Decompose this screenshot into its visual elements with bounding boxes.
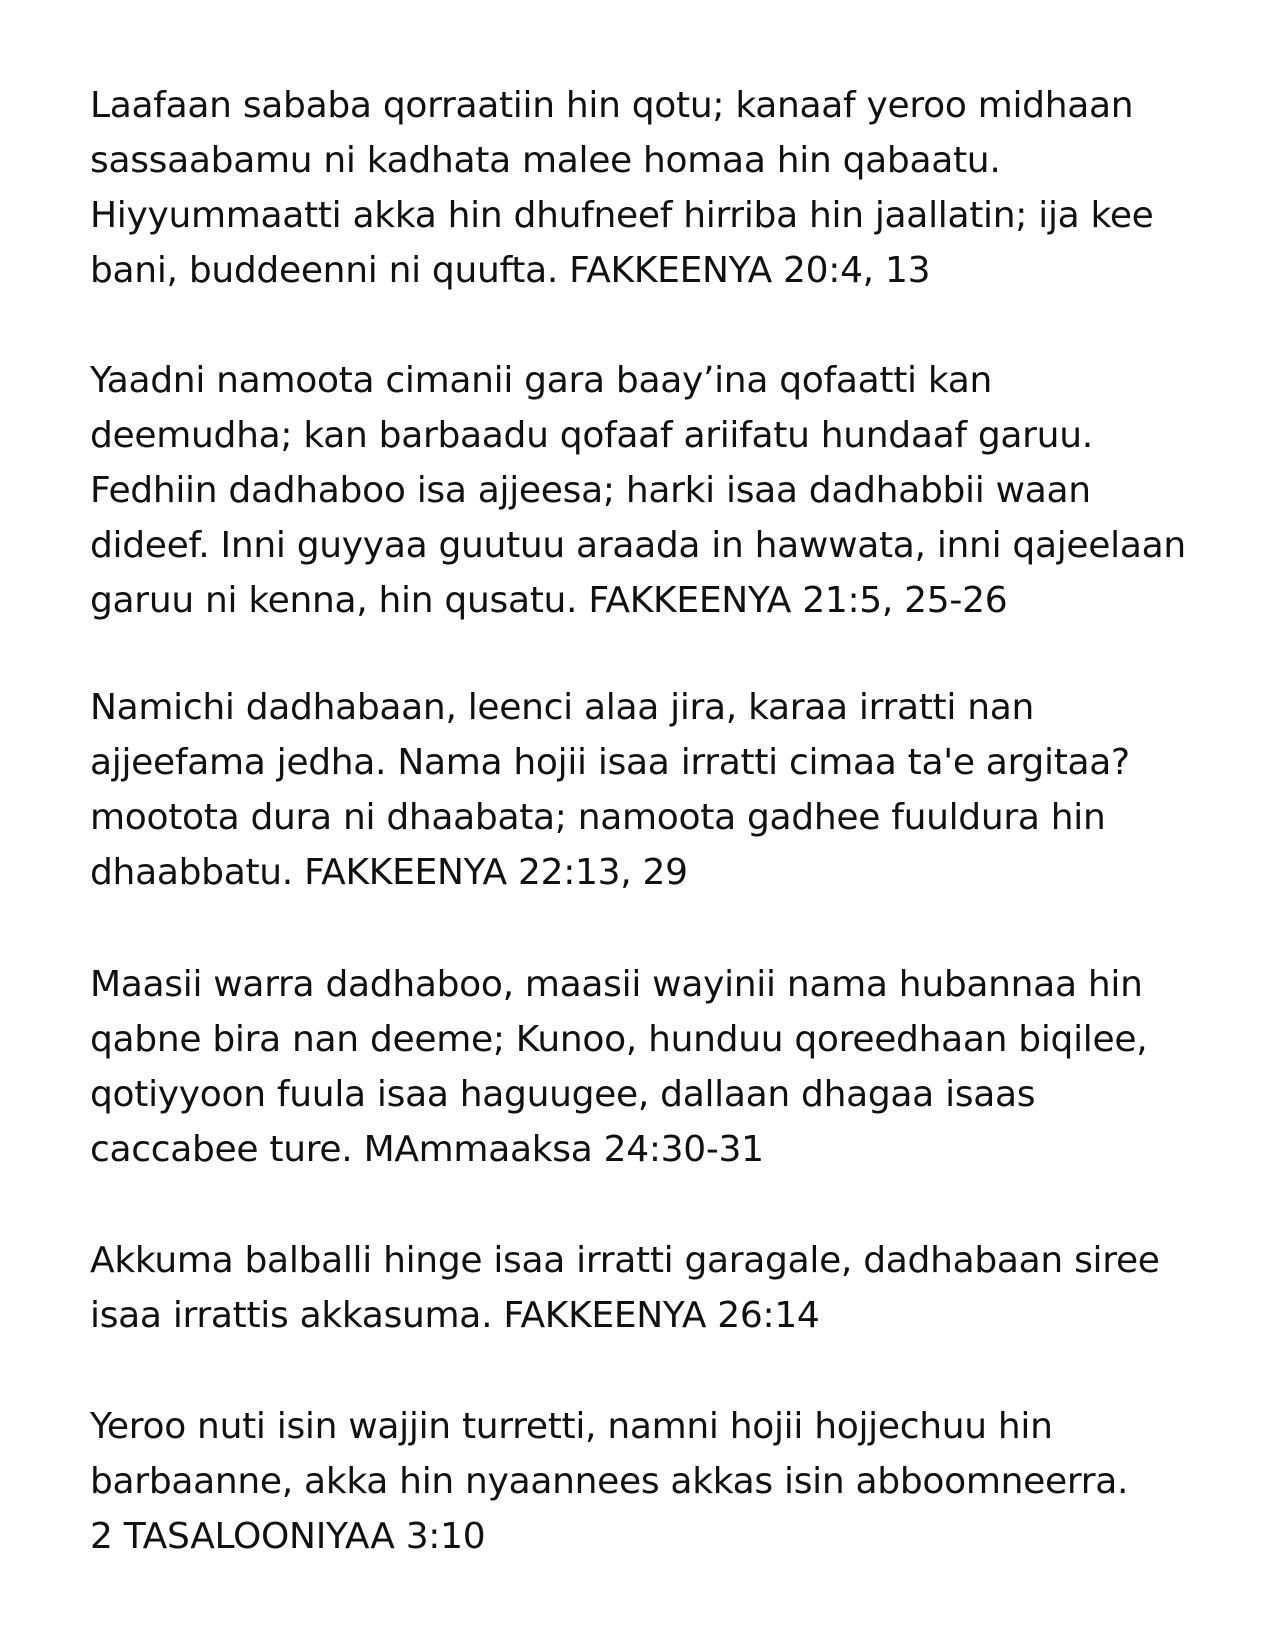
passage-fakkeenya-26 [90,1233,1210,1343]
passage-line: qotiyyoon fuula isaa haguugee, dallaan dhagaa isaas [90,1074,1036,1115]
passage-line: Laafaan sababa qorraatiin hin qotu; kanaaf yeroo midhaan [90,85,1134,126]
passage-line: Fedhiin dadhaboo isa ajjeesa; harki isaa dadhabbii waan [90,470,1091,511]
passage-mammaaksa-24 [90,957,1210,1177]
passage-2-tasalooniyaa-3 [90,1399,1210,1564]
passage-fakkeenya-20 [90,78,1210,298]
passage-fakkeenya-21 [90,353,1210,628]
passage-line: sassaabamu ni kadhata malee homaa hin qabaatu. [90,140,1001,181]
passage-line: qabne bira nan deeme; Kunoo, hunduu qoreedhaan biqilee, [90,1019,1148,1060]
passage-line: isaa irrattis akkasuma. FAKKEENYA 26:14 [90,1295,820,1336]
passage-line: mootota dura ni dhaabata; namoota gadhee fuuldura hin [90,797,1106,838]
passage-line: Yeroo nuti isin wajjin turretti, namni hojii hojjechuu hin [90,1406,1053,1447]
passage-line: dideef. Inni guyyaa guutuu araada in hawwata, inni qajeelaan [90,525,1186,566]
passage-line: Yaadni namoota cimanii gara baay’ina qofaatti kan [90,360,993,401]
passage-line: Maasii warra dadhaboo, maasii wayinii nama hubannaa hin [90,964,1143,1005]
passage-line: ajjeefama jedha. Nama hojii isaa irratti cimaa ta'e argitaa? [90,742,1130,783]
passage-line: 2 TASALOONIYAA 3:10 [90,1516,486,1557]
passage-line: dhaabbatu. FAKKEENYA 22:13, 29 [90,852,688,893]
passage-line: garuu ni kenna, hin qusatu. FAKKEENYA 21:5, 25-26 [90,580,1008,621]
passage-line: bani, buddeenni ni quufta. FAKKEENYA 20:4, 13 [90,250,931,291]
passage-fakkeenya-22 [90,680,1210,900]
passage-line: Namichi dadhabaan, leenci alaa jira, karaa irratti nan [90,687,1035,728]
passage-line: caccabee ture. MAmmaaksa 24:30-31 [90,1129,764,1170]
passage-line: deemudha; kan barbaadu qofaaf ariifatu hundaaf garuu. [90,415,1093,456]
passage-line: Hiyyummaatti akka hin dhufneef hirriba hin jaallatin; ija kee [90,195,1154,236]
passage-line: Akkuma balballi hinge isaa irratti garagale, dadhabaan siree [90,1240,1160,1281]
passage-line: barbaanne, akka hin nyaannees akkas isin abboomneerra. [90,1461,1129,1502]
